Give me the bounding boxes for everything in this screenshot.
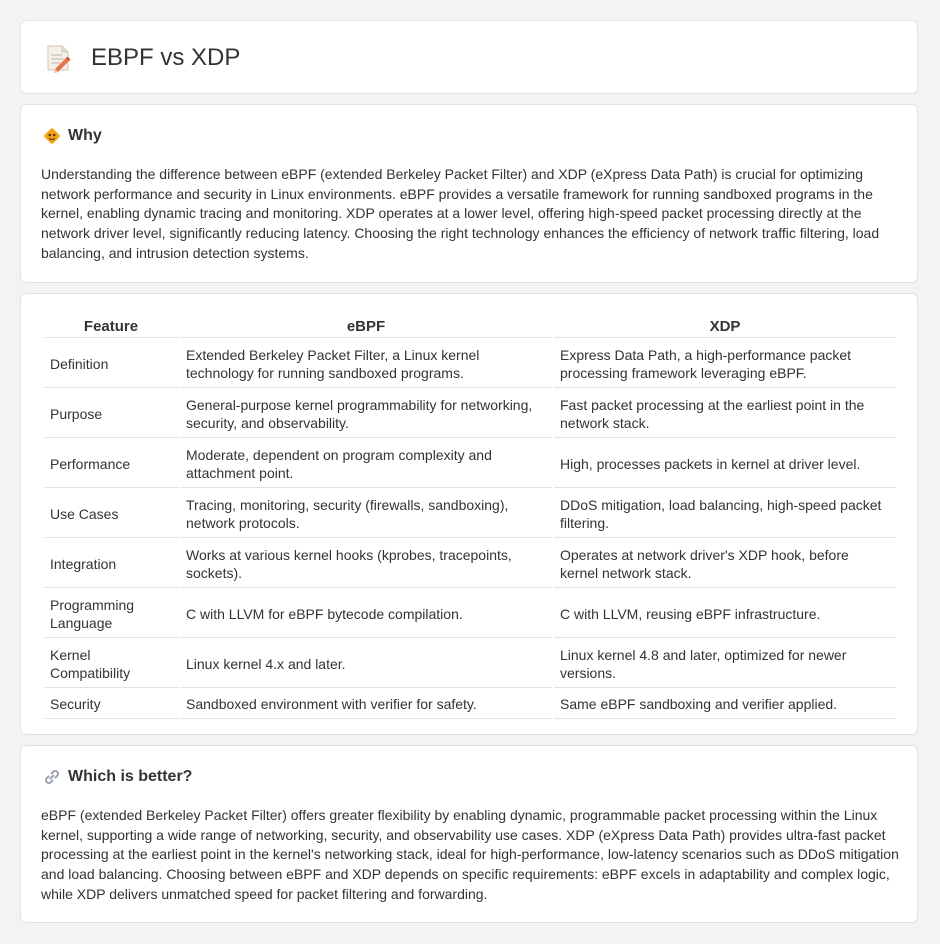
why-heading-row	[43, 127, 102, 145]
feature-cell: Kernel Compatibility	[44, 640, 178, 688]
feature-cell: Purpose	[44, 390, 178, 438]
table-row	[44, 590, 896, 638]
xdp-cell: C with LLVM, reusing eBPF infrastructure.	[554, 590, 896, 638]
why-heading: Why	[68, 127, 102, 144]
column-header-xdp: XDP	[554, 316, 896, 338]
xdp-cell: DDoS mitigation, load balancing, high-speed packet filtering.	[554, 490, 896, 538]
ebpf-cell: Linux kernel 4.x and later.	[180, 640, 552, 688]
title-card	[20, 20, 918, 94]
better-heading: Which is better?	[68, 768, 193, 785]
link-icon	[43, 768, 61, 786]
ebpf-cell: General-purpose kernel programmability for networking, security, and observability.	[180, 390, 552, 438]
table-row	[44, 390, 896, 438]
xdp-cell: Operates at network driver's XDP hook, before kernel network stack.	[554, 540, 896, 588]
document-icon	[45, 43, 71, 73]
feature-cell: Use Cases	[44, 490, 178, 538]
ebpf-cell: Tracing, monitoring, security (firewalls, sandboxing), network protocols.	[180, 490, 552, 538]
table-row	[44, 340, 896, 388]
table-row	[44, 690, 896, 719]
feature-cell: Integration	[44, 540, 178, 588]
page-title: EBPF vs XDP	[91, 44, 241, 71]
why-section	[20, 104, 918, 283]
xdp-cell: High, processes packets in kernel at driver level.	[554, 440, 896, 488]
column-header-feature: Feature	[44, 316, 178, 338]
comparison-section	[20, 293, 918, 735]
xdp-cell: Same eBPF sandboxing and verifier applied.	[554, 690, 896, 719]
table-row	[44, 640, 896, 688]
xdp-cell: Express Data Path, a high-performance packet processing framework leveraging eBPF.	[554, 340, 896, 388]
better-heading-row	[43, 768, 192, 786]
xdp-cell: Linux kernel 4.8 and later, optimized for newer versions.	[554, 640, 896, 688]
table-row	[44, 440, 896, 488]
comparison-table	[42, 314, 898, 721]
feature-cell: Programming Language	[44, 590, 178, 638]
diamond-sign-icon	[43, 127, 61, 145]
why-paragraph: Understanding the difference between eBPF (extended Berkeley Packet Filter) and XDP (eXpress Data Path) is crucial for optimizing network performance and security in Linux environments. eBPF provides a versatile framework for running sandboxed programs in the kernel, enabling dynamic tracing and monitoring. XDP operates at a lower level, offering high-speed packet processing directly at the network driver level, significantly reducing latency. Choosing the right technology enhances the efficiency of network traffic filtering, load balancing, and intrusion detection systems.	[41, 166, 880, 261]
ebpf-cell: Works at various kernel hooks (kprobes, tracepoints, sockets).	[180, 540, 552, 588]
which-is-better-section	[20, 745, 918, 923]
table-header-row	[44, 316, 896, 338]
feature-cell: Security	[44, 690, 178, 719]
feature-cell: Definition	[44, 340, 178, 388]
title-row	[45, 43, 240, 73]
xdp-cell: Fast packet processing at the earliest point in the network stack.	[554, 390, 896, 438]
table-row	[44, 540, 896, 588]
feature-cell: Performance	[44, 440, 178, 488]
column-header-ebpf: eBPF	[180, 316, 552, 338]
ebpf-cell: C with LLVM for eBPF bytecode compilation.	[180, 590, 552, 638]
ebpf-cell: Sandboxed environment with verifier for safety.	[180, 690, 552, 719]
ebpf-cell: Extended Berkeley Packet Filter, a Linux kernel technology for running sandboxed programs.	[180, 340, 552, 388]
ebpf-cell: Moderate, dependent on program complexity and attachment point.	[180, 440, 552, 488]
table-row	[44, 490, 896, 538]
better-paragraph: eBPF (extended Berkeley Packet Filter) offers greater flexibility by enabling dynamic, programmable packet processing within the Linux kernel, supporting a wide range of networking, security, and observability use cases. XDP (eXpress Data Path) provides ultra-fast packet processing at the earliest point in the kernel's networking stack, ideal for high-performance, low-latency scenarios such as DDoS mitigation and load balancing. Choosing between eBPF and XDP depends on specific requirements: eBPF excels in adaptability and complex logic, while XDP delivers unmatched speed for packet filtering and forwarding.	[41, 807, 899, 902]
